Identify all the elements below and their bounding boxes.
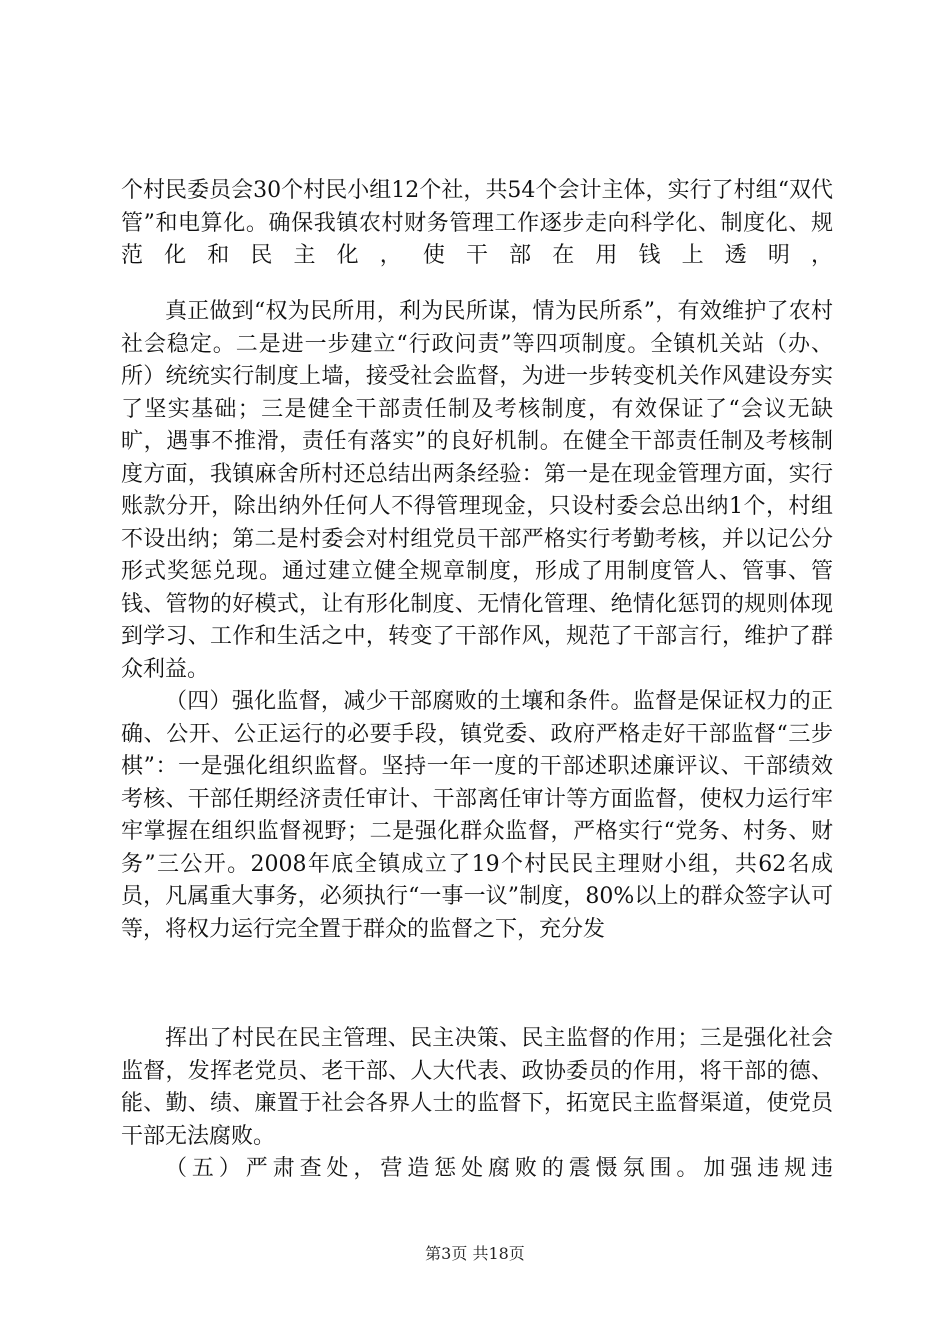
page-number-footer: 第3页 共18页: [425, 1244, 525, 1263]
paragraph-continued-accounting: 个村民委员会30个村民小组12个社，共54个会计主体，实行了村组“双代管”和电算化。确保我镇农村财务管理工作逐步走向科学化、制度化、规范化和民主化，使干部在用钱上透明，: [121, 178, 833, 268]
text-block-top: [121, 175, 833, 273]
paragraph-accountability-system: 真正做到“权为民所用，利为民所谋，情为民所系”，有效维护了农村社会稳定。二是进一步建立“行政问责”等四项制度。全镇机关站（办、所）统统实行制度上墙，接受社会监督，为进一步转变机关作风建设夯实了坚实基础；三是健全干部责任制及考核制度，有效保证了“会议无缺旷，遇事不推滑，责任有落实”的良好机制。在健全干部责任制及考核制度方面，我镇麻舍所村还总结出两条经验：第一是在现金管理方面，实行账款分开，除出纳外任何人不得管理现金，只设村委会总出纳1个，村组不设出纳；第二是村委会对村组党员干部严格实行考勤考核，并以记公分形式奖惩兑现。通过建立健全规章制度，形成了用制度管人、管事、管钱、管物的好模式，让有形化制度、无情化管理、绝情化惩罚的规则体现到学习、工作和生活之中，转变了干部作风，规范了干部言行，维护了群众利益。: [121, 299, 833, 682]
paragraph-section-five-investigation: （五）严肃查处，营造惩处腐败的震慑氛围。加强违规违: [165, 1156, 833, 1181]
paragraph-social-supervision: 挥出了村民在民主管理、民主决策、民主监督的作用；三是强化社会监督，发挥老党员、老干部、人大代表、政协委员的作用，将干部的德、能、勤、绩、廉置于社会各界人士的监督下，拓宽民主监督渠道，使党员干部无法腐败。: [121, 1026, 833, 1149]
paragraph-section-four-supervision: （四）强化监督，减少干部腐败的土壤和条件。监督是保证权力的正确、公开、公正运行的必要手段，镇党委、政府严格走好干部监督“三步棋”：一是强化组织监督。坚持一年一度的干部述职述廉评议、干部绩效考核、干部任期经济责任审计、干部离任审计等方面监督，使权力运行牢牢掌握在组织监督视野；二是强化群众监督，严格实行“党务、村务、财务”三公开。2008年底全镇成立了19个村民民主理财小组，共62名成员，凡属重大事务，必须执行“一事一议”制度，80%以上的群众签字认可等，将权力运行完全置于群众的监督之下，充分发: [121, 689, 833, 942]
text-block-bottom: [121, 1023, 833, 1186]
text-block-middle: [121, 296, 833, 946]
